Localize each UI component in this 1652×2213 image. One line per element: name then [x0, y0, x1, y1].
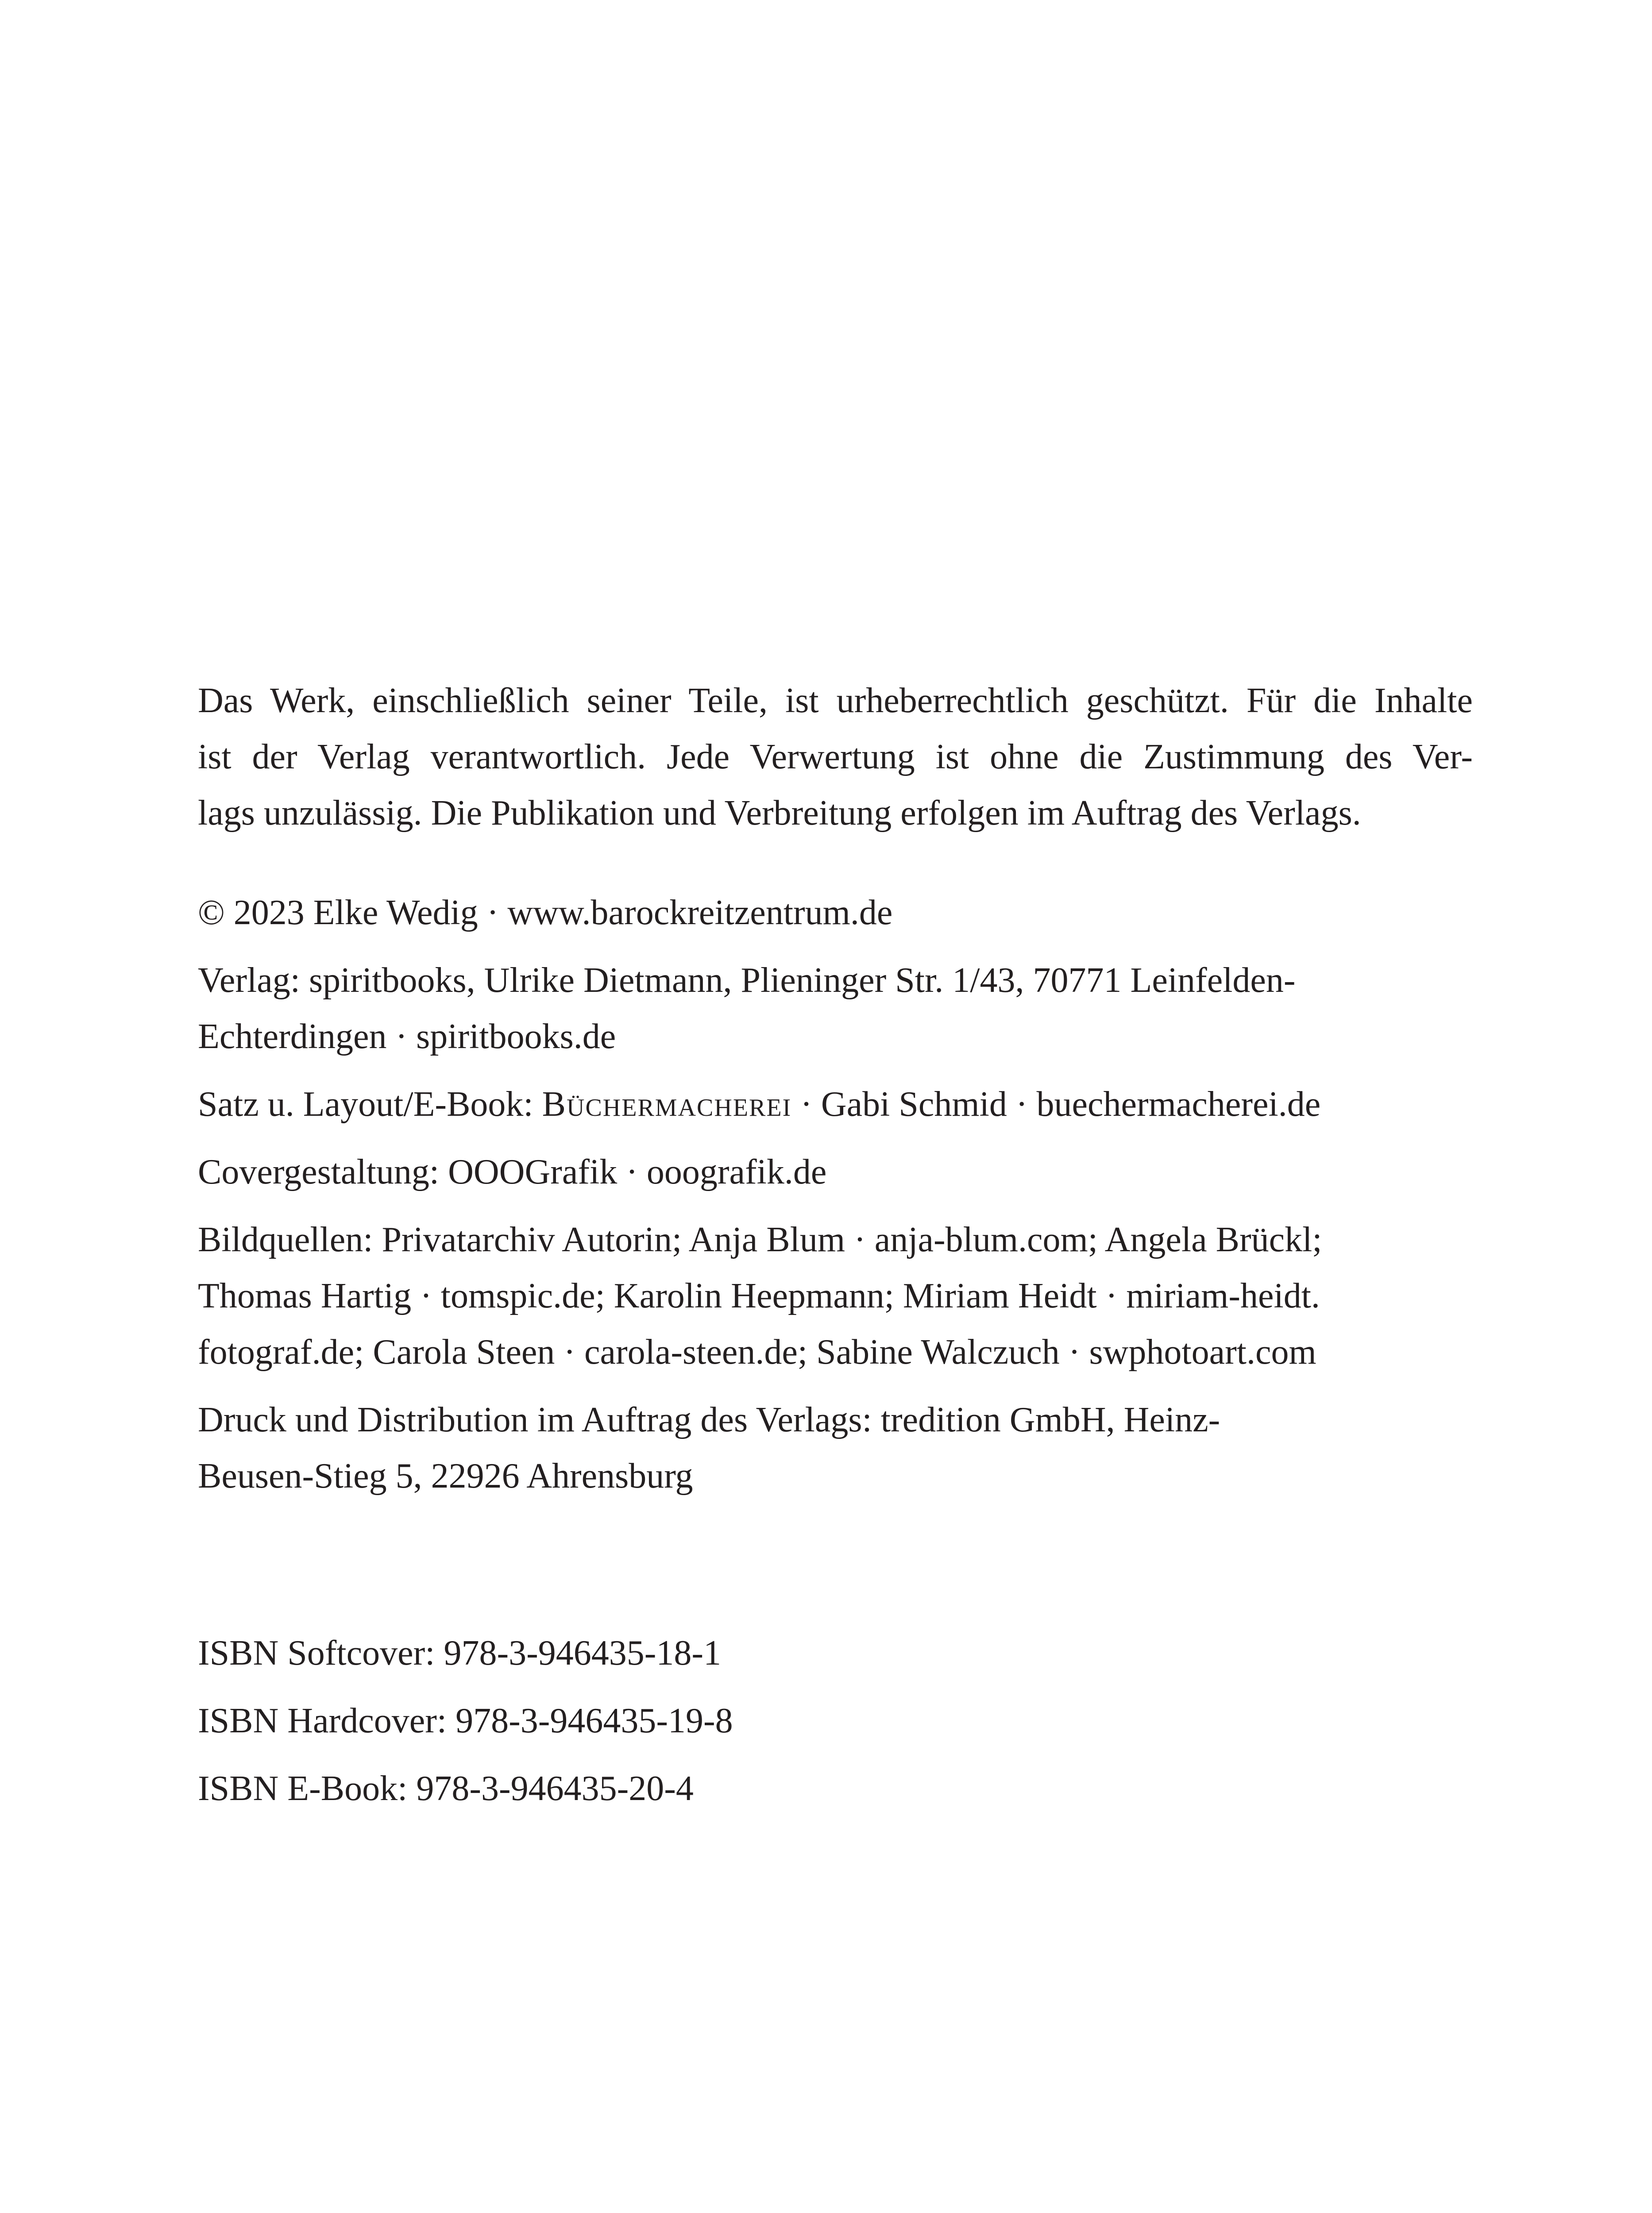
cover-design-credit: Covergestaltung: OOOGrafik · ooografik.de [198, 1153, 827, 1191]
imprint-block [198, 673, 1473, 1817]
isbn-hardcover: ISBN Hardcover: 978-3-946435-19-8 [198, 1701, 733, 1740]
image-sources: Bildquellen: Privatarchiv Autorin; Anja Blum · anja-blum.com; Angela Brückl; Thomas Hartig · tomspic.de; Karolin Heepmann; Miriam Heidt · miriam-heidt. fotograf.de; Carola Steen · carola-steen.de; Sabine Walczuch · swphotoart.com [198, 1220, 1322, 1372]
copyright-line: © 2023 Elke Wedig · www.barockreitzentrum.de [198, 893, 893, 932]
layout-credit-suffix: · Gabi Schmid · buechermacherei.de [791, 1085, 1321, 1124]
copyright-notice [198, 673, 1473, 841]
notice-line-3: lags unzulässig. Die Publikation und Verbreitung erfolgen im Auftrag des Verlags. [198, 794, 1361, 833]
layout-credit [198, 1076, 1473, 1133]
printing-info: Druck und Distribution im Auftrag des Verlags: tredition GmbH, Heinz- Beusen-Stieg 5, 22926 Ahrensburg [198, 1400, 1220, 1496]
layout-studio-name: Büchermacherei [542, 1085, 792, 1124]
publisher-info: Verlag: spiritbooks, Ulrike Dietmann, Plieninger Str. 1/43, 70771 Leinfelden- Echterdingen · spiritbooks.de [198, 961, 1296, 1056]
notice-line-1: Das Werk, einschließlich seiner Teile, ist urheberrechtlich geschützt. Für die Inhalte [198, 681, 1473, 720]
isbn-ebook: ISBN E-Book: 978-3-946435-20-4 [198, 1769, 694, 1808]
notice-line-2: ist der Verlag verantwortlich. Jede Verwertung ist ohne die Zustimmung des Ver- [198, 737, 1473, 776]
layout-credit-prefix: Satz u. Layout/E-Book: [198, 1085, 542, 1124]
isbn-softcover: ISBN Softcover: 978-3-946435-18-1 [198, 1634, 722, 1673]
